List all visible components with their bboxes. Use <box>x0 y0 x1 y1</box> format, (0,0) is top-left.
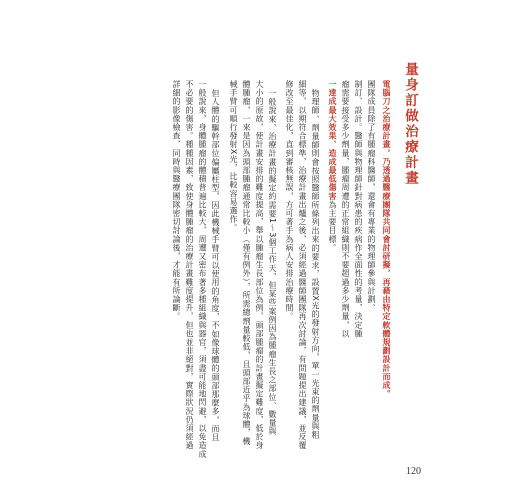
paragraph-1-line-1: 團隊成員除了有腫瘤科醫師，還會有專業的物理師參與計劃、 <box>367 80 376 313</box>
paragraph-3-line-4: 械手臂可順行發射X光，比較容易選作。 <box>229 80 238 233</box>
paragraph-3-line-1: 一般說來，治療計畫的擬定約需要1～3個工作天，但某些案例因為腫瘤生長之部位、數量與 <box>268 89 277 436</box>
page-number: 120 <box>406 466 421 477</box>
paragraph-1-line-4 <box>328 80 337 252</box>
paragraph-2-line-2: 細等，以期符合標準，治療計畫出爐之後，必須經過醫師團隊再次討論，有問題提出建議，並反覆 <box>298 80 307 450</box>
paragraph-2-line-3: 修改至最佳化，直到審核無誤，方可著手為病人安排治療時間。 <box>285 80 294 321</box>
paragraph-4-line-2: 一般說來，身體腫瘤的體積普遍比較大，周遭又密布著多種組織與器官，須盡可能地閃避，以免造成 <box>198 80 207 459</box>
section-title: 量身訂做治療計畫 <box>402 62 418 186</box>
paragraph-1-line-2: 制訂、設計。醫師與物理師針對病患的疾病作全面性的考量，決定腫 <box>354 80 363 338</box>
paragraph-1-line-3: 瘤需要接受多少劑量，腫瘤周遭的正常組織則不要超過多少劑量，以 <box>341 80 350 338</box>
paragraph-3-line-3: 體腫瘤，一來是因為頭部腫瘤通常比較小（僅有例外），所需總劑量較低，且頭部近乎為球體，機 <box>242 80 251 446</box>
paragraph-4-line-1: 但人體的驅幹部位偏屬柱型，因此機械手臂可以使用的角度，不如像球體的頭部那麼多，而且 <box>211 89 220 442</box>
paragraph-2-line-1: 物理師、劑量師則會按照醫師所條列出來的要求，設置X光的發射方向，單一光束的劑量與粗 <box>311 89 320 440</box>
paragraph-4-line-3: 不必要的傷害。種種因素，致使身體腫瘤的治療計畫難度提升，但也並非絕對，實際狀況仍須經過 <box>185 80 194 450</box>
paragraph-3-line-2: 大小的原故，使計畫安排的難度提高，舉以腫瘤生長部位為例，頭部腫瘤的計畫擬定難度，低於身 <box>255 80 264 450</box>
highlight-tail: 為主要目標。 <box>328 200 337 253</box>
paragraph-4-line-4: 詳細的影像檢查，同時與醫療團隊密切討論後，才能有所論斷。 <box>172 80 181 321</box>
section-subtitle: 電腦刀之治療計畫，乃透過醫療團隊共同會討研擬，再藉由特定軟體規劃設計而成。 <box>382 80 391 399</box>
highlight-phrase: 一達成最大效果、造成最低傷害 <box>328 80 337 201</box>
